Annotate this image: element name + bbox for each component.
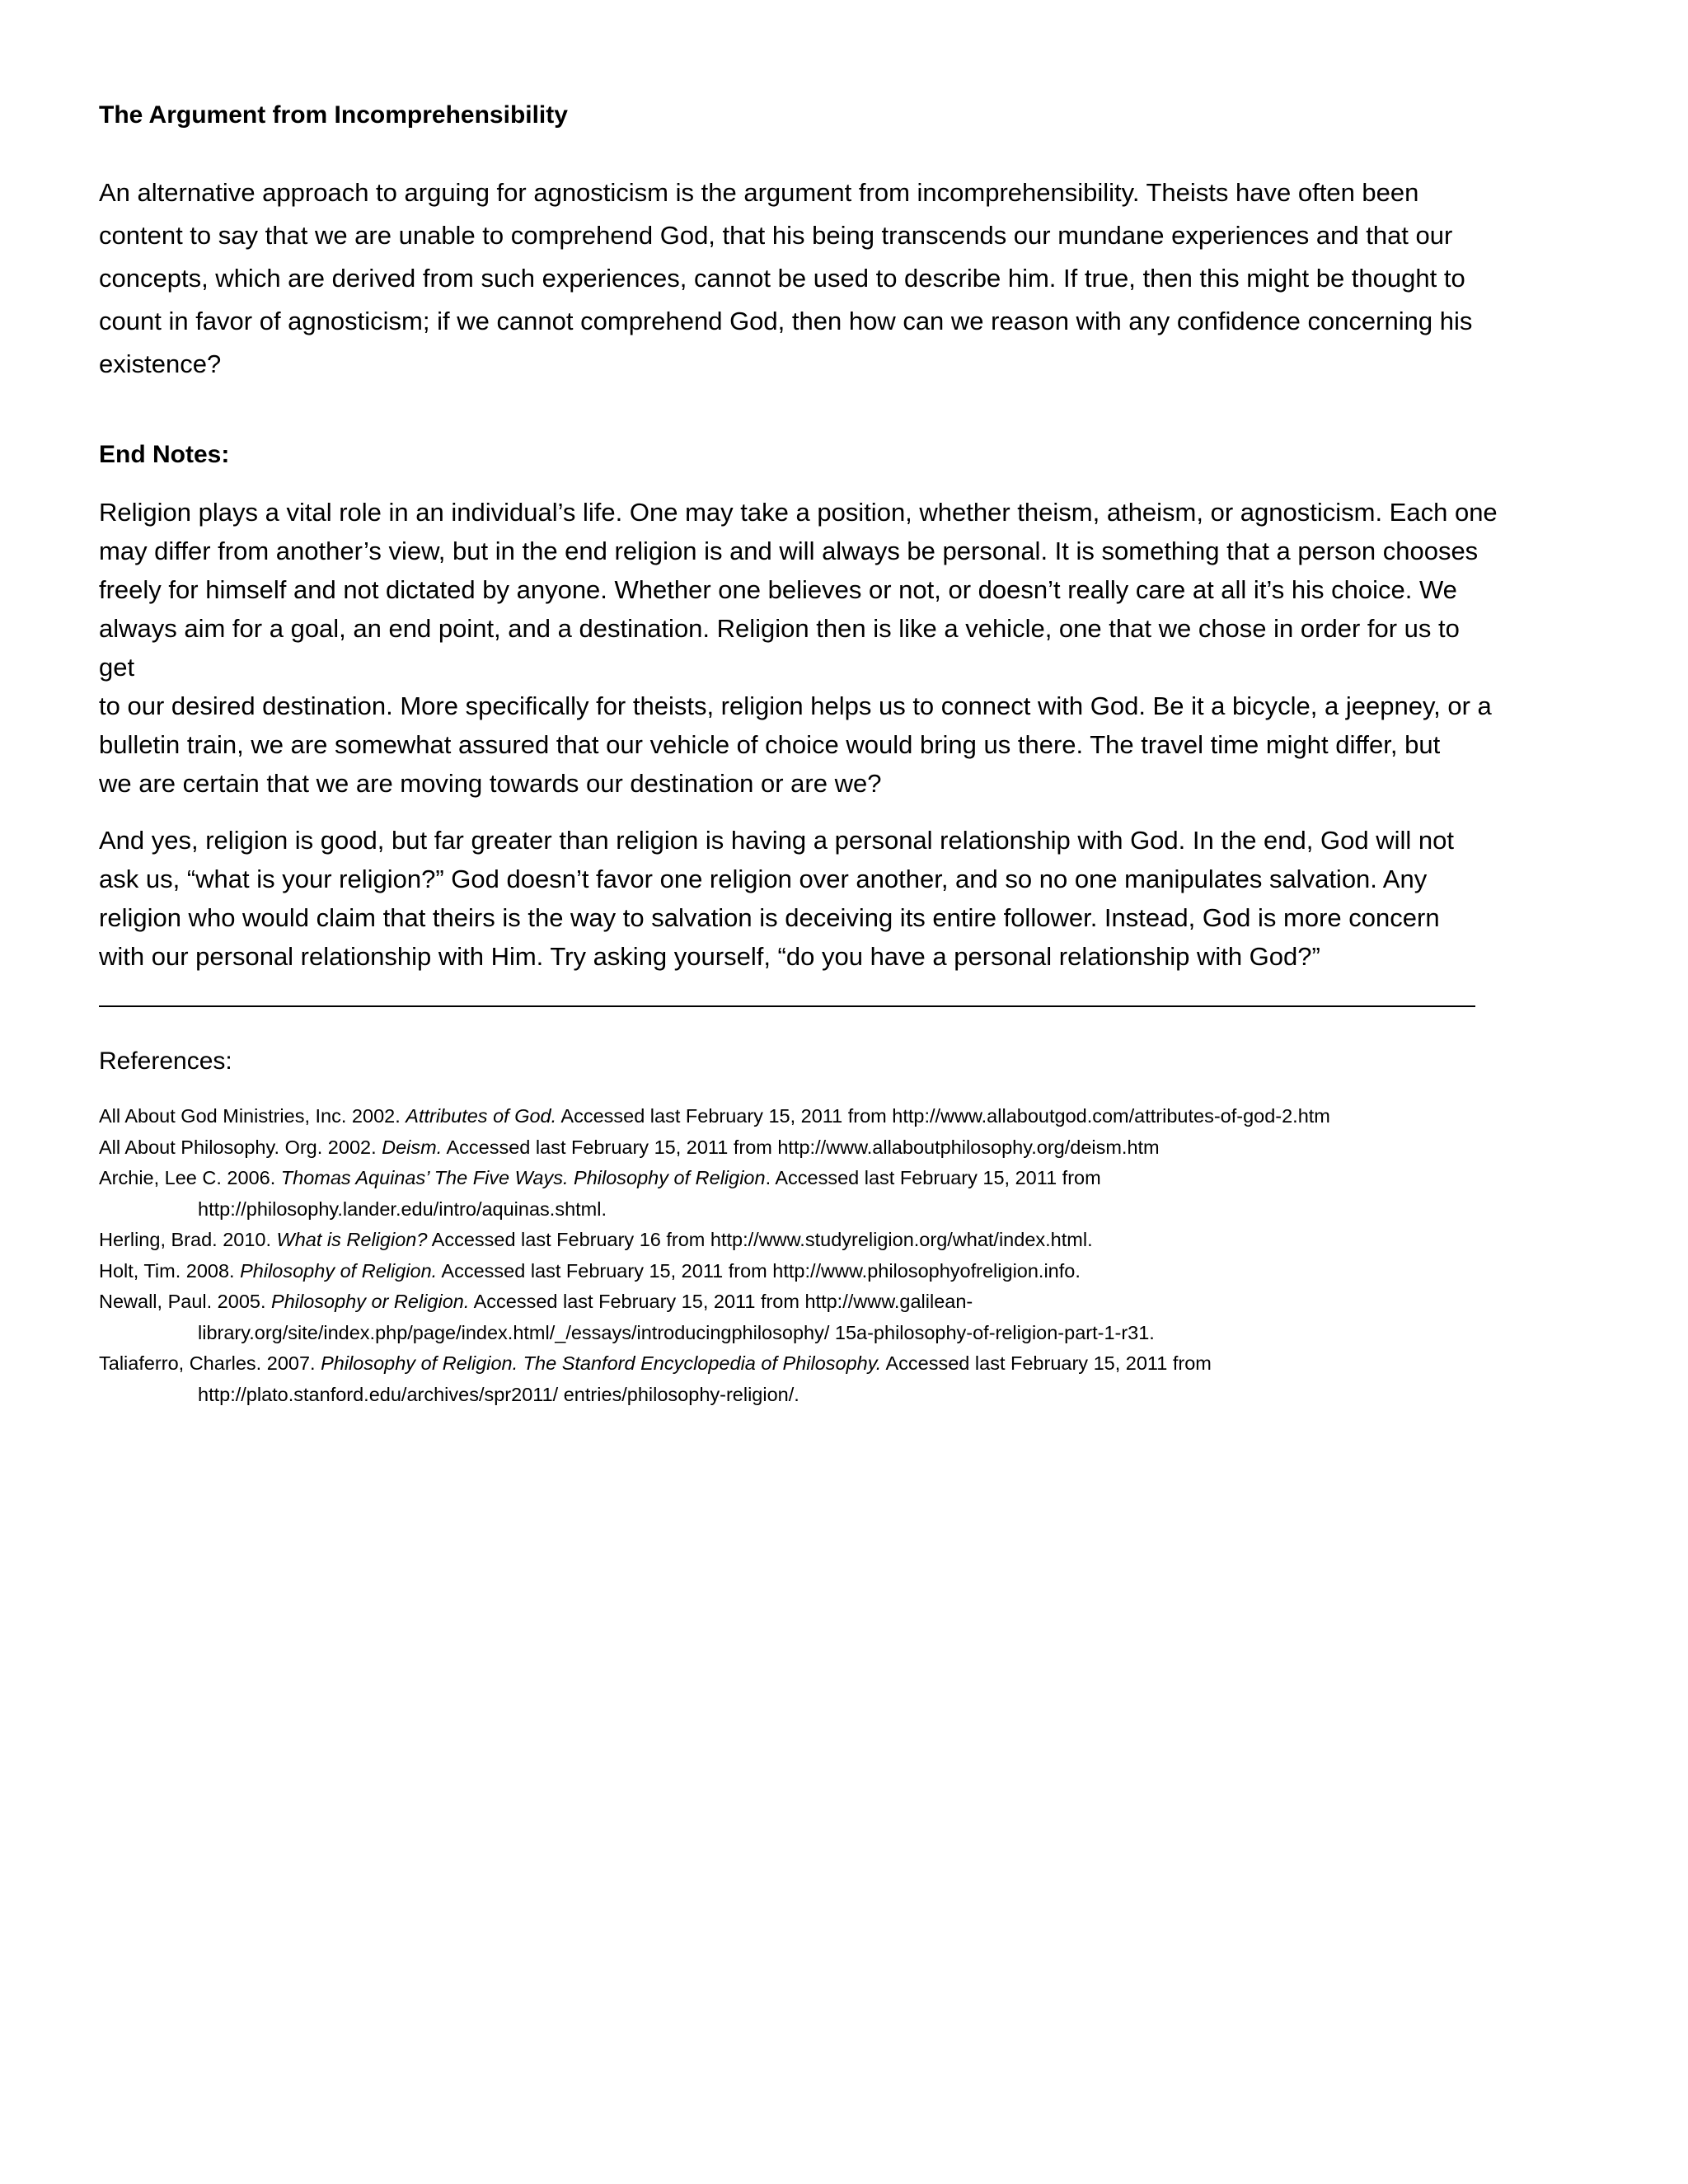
reference-text: Accessed last February 15, 2011 from http://www.allaboutphilosophy.org/deism.htm xyxy=(442,1136,1160,1158)
reference-entry xyxy=(99,1101,1500,1132)
text-line: religion who would claim that theirs is the way to salvation is deceiving its entire follower. Instead, God is more concern xyxy=(99,903,1440,932)
text-line: freely for himself and not dictated by anyone. Whether one believes or not, or doesn’t really care at all it’s his choice. We xyxy=(99,575,1457,604)
reference-title: Thomas Aquinas’ The Five Ways. Philosophy of Religion xyxy=(280,1167,766,1188)
text-line: we are certain that we are moving towards our destination or are we? xyxy=(99,769,882,798)
reference-text: Holt, Tim. 2008. xyxy=(99,1259,241,1282)
horizontal-rule xyxy=(99,1005,1475,1007)
reference-title: Philosophy of Religion. The Stanford Encyclopedia of Philosophy. xyxy=(321,1352,882,1374)
reference-text: Taliaferro, Charles. 2007. xyxy=(99,1352,321,1374)
reference-entry xyxy=(99,1348,1500,1410)
text-line: Religion plays a vital role in an individual’s life. One may take a position, whether theism, atheism, or agnosticism. Each one xyxy=(99,498,1498,527)
section-heading-incomprehensibility: The Argument from Incomprehensibility xyxy=(99,101,568,129)
reference-text: Archie, Lee C. 2006. xyxy=(99,1167,281,1188)
reference-text: Accessed last February 15, 2011 from xyxy=(881,1352,1212,1374)
text-line: An alternative approach to arguing for agnosticism is the argument from incomprehensibility. Theists have often been xyxy=(99,178,1419,207)
text-line: content to say that we are unable to comprehend God, that his being transcends our mundane experiences and that our xyxy=(99,221,1453,250)
reference-continuation: http://philosophy.lander.edu/intro/aquinas.shtml. xyxy=(198,1197,607,1220)
reference-text: Accessed last February 16 from http://www.studyreligion.org/what/index.html. xyxy=(427,1229,1093,1250)
reference-text: Accessed last February 15, 2011 from http://www.galilean- xyxy=(469,1291,973,1312)
text-line: bulletin train, we are somewhat assured that our vehicle of choice would bring us there. The travel time might differ, but xyxy=(99,730,1441,759)
reference-text: Accessed last February 15, 2011 from http://www.allaboutgod.com/attributes-of-god-2.htm xyxy=(556,1105,1330,1127)
reference-entry xyxy=(99,1286,1500,1348)
text-line: ask us, “what is your religion?” God doesn’t favor one religion over another, and so no one manipulates salvation. Any xyxy=(99,865,1428,893)
reference-text: Newall, Paul. 2005. xyxy=(99,1291,272,1312)
reference-text: Herling, Brad. 2010. xyxy=(99,1229,277,1250)
reference-text: Accessed last February 15, 2011 from http://www.philosophyofreligion.info. xyxy=(437,1259,1081,1282)
reference-title: What is Religion? xyxy=(276,1229,428,1250)
paragraph-end-notes-2 xyxy=(99,821,1500,976)
reference-entry xyxy=(99,1225,1500,1256)
reference-entry xyxy=(99,1163,1500,1225)
text-line: concepts, which are derived from such experiences, cannot be used to describe him. If true, then this might be thought to xyxy=(99,264,1465,293)
reference-title: Philosophy or Religion. xyxy=(271,1291,470,1312)
reference-continuation: http://plato.stanford.edu/archives/spr2011/ entries/philosophy-religion/. xyxy=(198,1383,799,1405)
paragraph-incomprehensibility xyxy=(99,171,1500,386)
reference-text: . Accessed last February 15, 2011 from xyxy=(765,1167,1101,1188)
reference-title: Philosophy of Religion. xyxy=(240,1259,438,1282)
reference-text: All About Philosophy. Org. 2002. xyxy=(99,1136,382,1158)
references-heading: References: xyxy=(99,1047,232,1075)
paragraph-end-notes-1 xyxy=(99,493,1500,803)
text-line: always aim for a goal, an end point, and a destination. Religion then is like a vehicle, one that we chose in order for us to get xyxy=(99,614,1460,682)
text-line: existence? xyxy=(99,349,222,378)
reference-title: Attributes of God. xyxy=(406,1105,557,1127)
reference-entry xyxy=(99,1256,1500,1287)
section-heading-end-notes: End Notes: xyxy=(99,441,230,468)
reference-title: Deism. xyxy=(382,1136,443,1158)
text-line: with our personal relationship with Him. Try asking yourself, “do you have a personal relationship with God?” xyxy=(99,942,1320,971)
document-page xyxy=(99,97,1500,1410)
reference-continuation: library.org/site/index.php/page/index.html/_/essays/introducingphilosophy/ 15a-philosophy-of-religion-part-1-r31. xyxy=(198,1321,1155,1343)
reference-entry xyxy=(99,1132,1500,1164)
text-line: may differ from another’s view, but in the end religion is and will always be personal. It is something that a person chooses xyxy=(99,537,1479,565)
text-line: count in favor of agnosticism; if we cannot comprehend God, then how can we reason with any confidence concerning his xyxy=(99,307,1473,335)
text-line: to our desired destination. More specifically for theists, religion helps us to connect with God. Be it a bicycle, a jeepney, or a xyxy=(99,691,1492,720)
text-line: And yes, religion is good, but far greater than religion is having a personal relationship with God. In the end, God will not xyxy=(99,826,1454,855)
reference-text: All About God Ministries, Inc. 2002. xyxy=(99,1105,406,1127)
references-list xyxy=(99,1101,1500,1410)
